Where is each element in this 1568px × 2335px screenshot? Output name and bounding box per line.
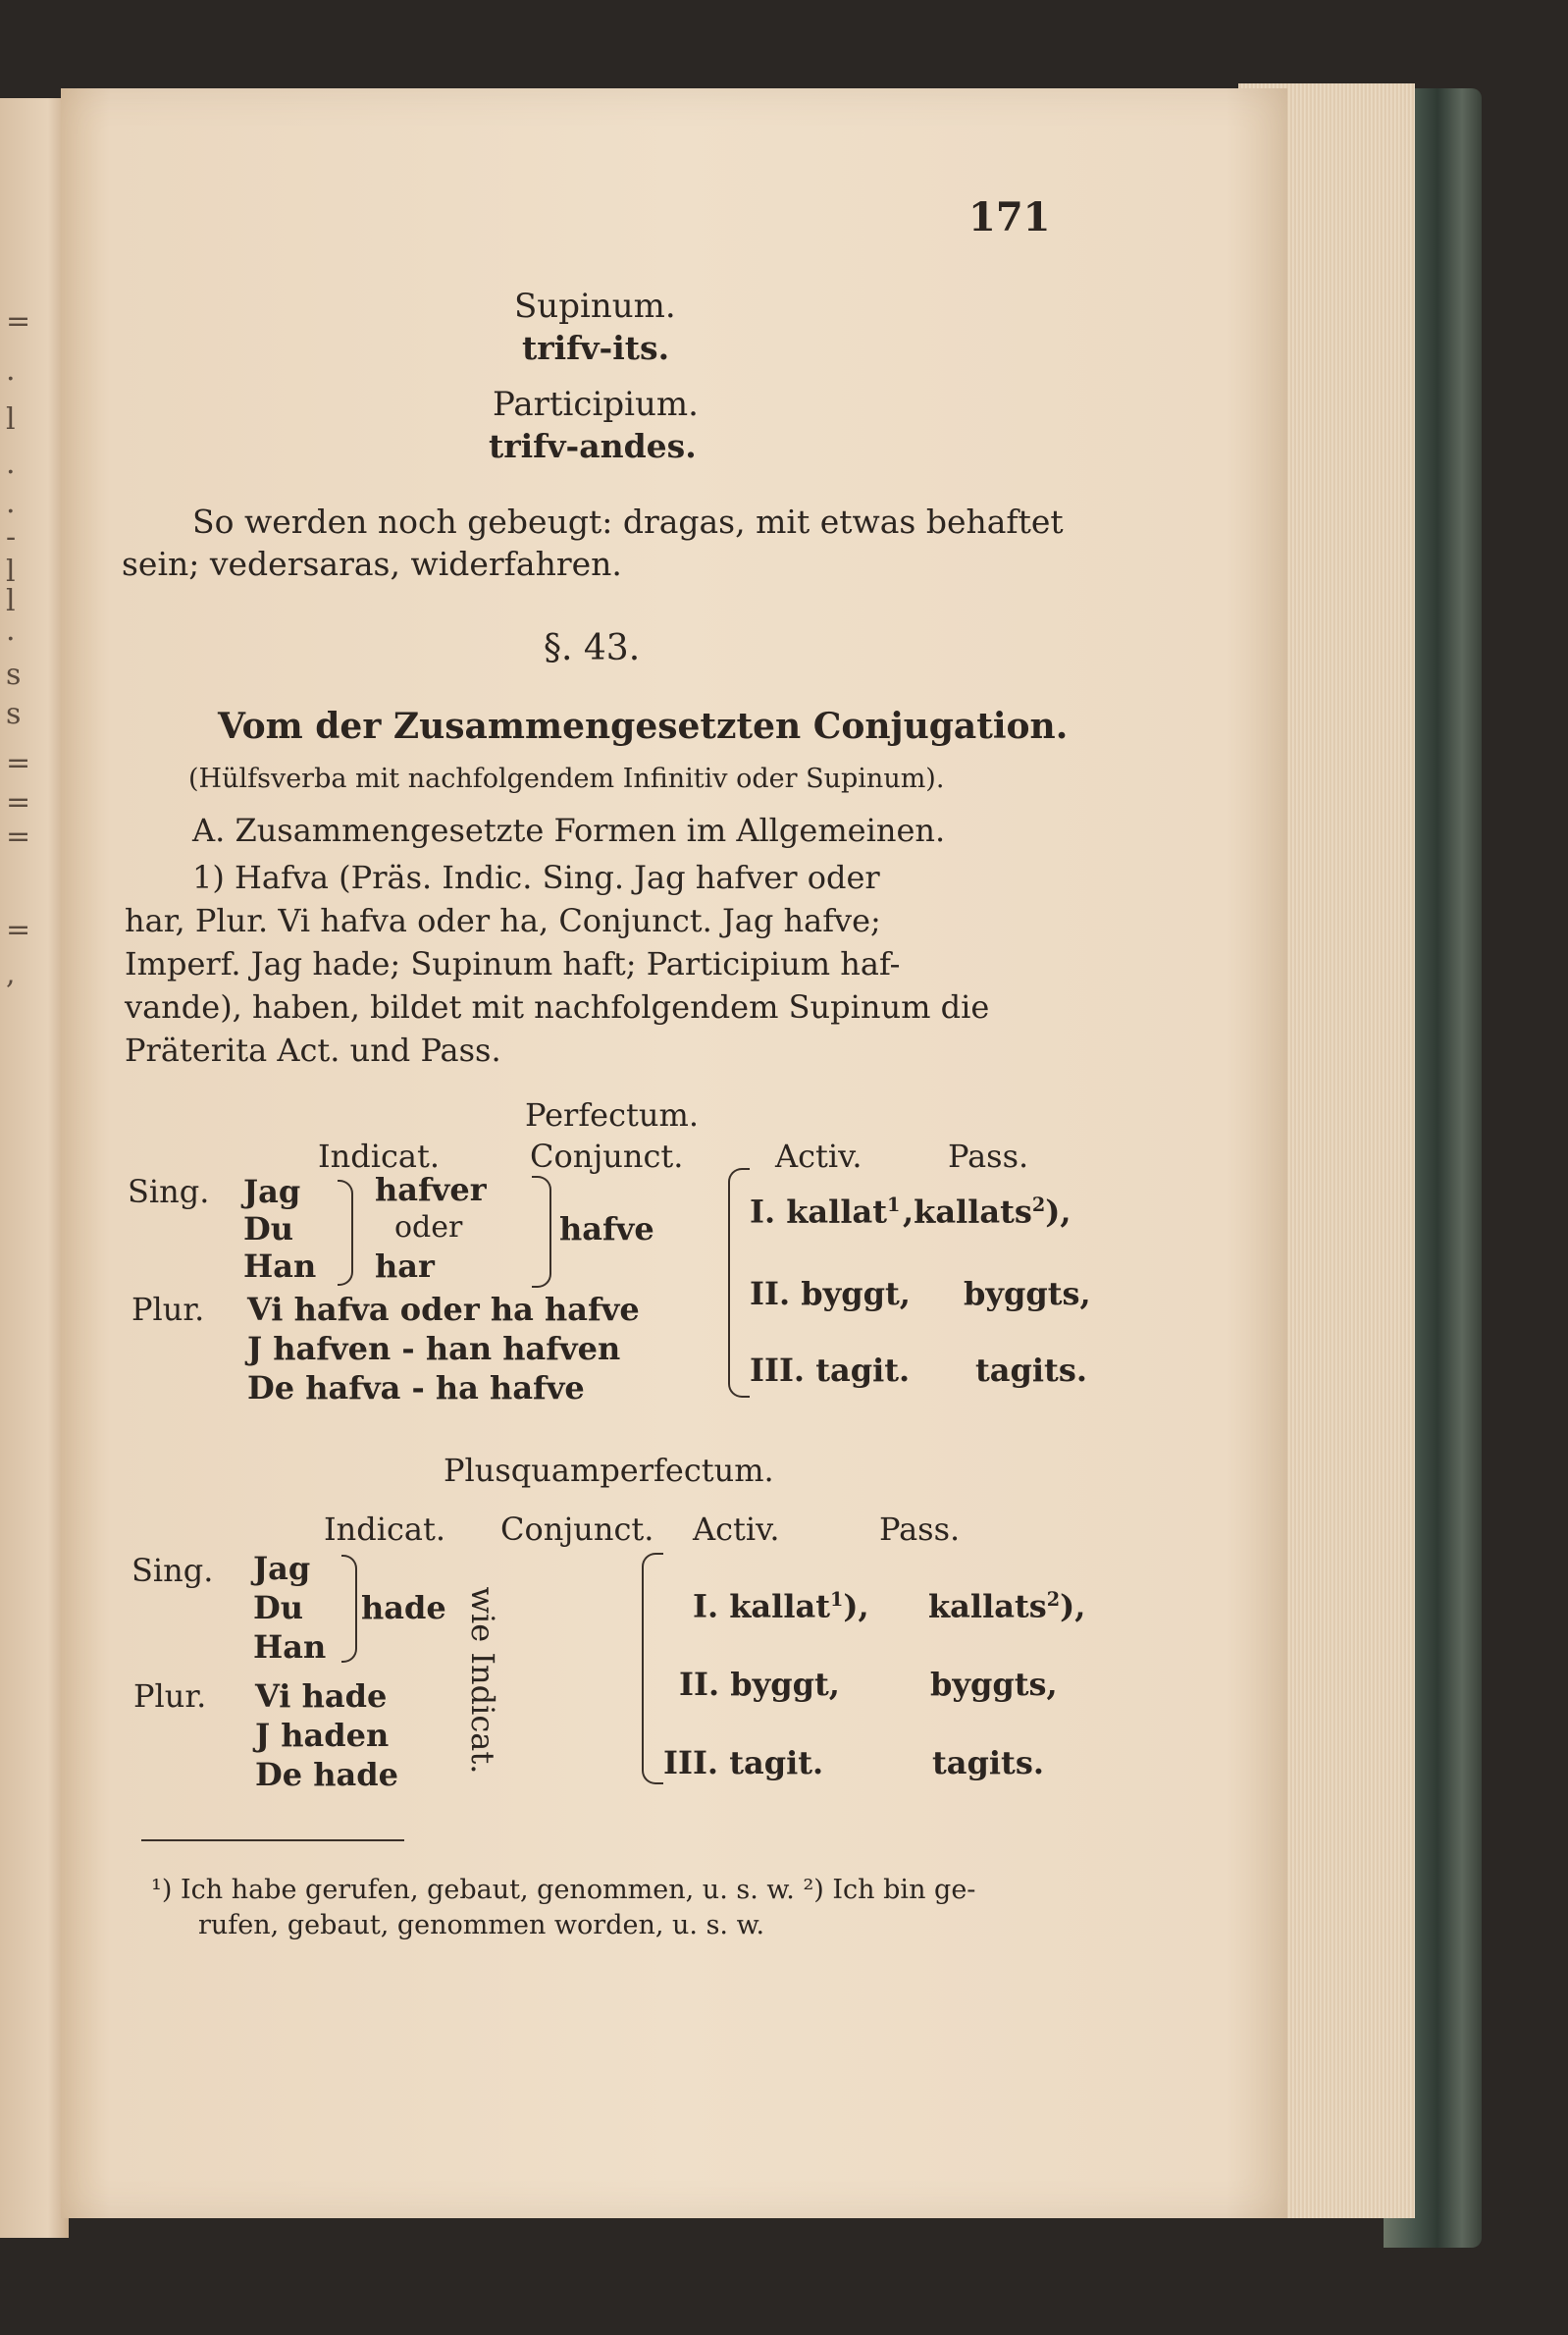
perfectum-header-indicat: Indicat. — [318, 1138, 440, 1175]
perfectum-pronoun: Han — [243, 1247, 317, 1285]
note-line-2: sein; vedersaras, widerfahren. — [122, 545, 622, 583]
perfectum-plur-row: De hafva - ha hafve — [247, 1369, 585, 1406]
facing-page-fragment: l — [6, 402, 16, 437]
perfectum-header-activ: Activ. — [775, 1138, 862, 1175]
paragraph-line-4: vande), haben, bildet mit nachfolgendem Supinum die — [125, 988, 990, 1026]
facing-page-fragment: l — [6, 555, 16, 589]
plusquam-conj-vertical: wie Indicat. — [464, 1586, 501, 1775]
plusquam-sing-label: Sing. — [131, 1552, 214, 1589]
perfectum-header-conjunct: Conjunct. — [530, 1138, 684, 1175]
plusquam-activ-brace — [642, 1553, 663, 1784]
facing-page-fragment: , — [6, 957, 16, 991]
participium-form: trifv-andes. — [489, 427, 697, 465]
plusquam-pronoun: Han — [253, 1628, 327, 1666]
perfectum-sing-label: Sing. — [128, 1173, 210, 1210]
perfectum-activ: III. tagit. — [750, 1352, 911, 1389]
plusquam-passiv: kallats$^2$), — [928, 1587, 1086, 1625]
plusquam-plur-row: Vi hade — [255, 1677, 388, 1715]
plusquam-plur-row: De hade — [255, 1756, 398, 1793]
facing-page-fragment: = — [6, 785, 31, 820]
plusquam-indic-form: hade — [361, 1589, 446, 1626]
facing-page-fragment: . — [6, 486, 16, 520]
perfectum-indic-form: hafver — [375, 1171, 487, 1208]
perfectum-indic-form: oder — [394, 1210, 463, 1245]
paragraph-line-5: Präterita Act. und Pass. — [125, 1032, 501, 1069]
perfectum-pronoun: Du — [243, 1210, 294, 1247]
page-number: 171 — [968, 194, 1051, 240]
plusquam-activ: I. kallat$^1$), — [693, 1587, 869, 1625]
plusquam-sing-brace — [341, 1555, 357, 1663]
book-page — [61, 88, 1287, 2218]
perfectum-activ-brace — [728, 1168, 750, 1398]
heading-supinum: Supinum. — [514, 287, 676, 326]
perfectum-plur-row: J hafven - han hafven — [247, 1330, 621, 1367]
plusquam-pronoun: Jag — [253, 1550, 311, 1587]
note-line-1: So werden noch gebeugt: dragas, mit etwas behaftet — [192, 503, 1064, 541]
facing-page-fragment: = — [6, 913, 31, 947]
plusquam-header-activ: Activ. — [693, 1511, 780, 1548]
section-subtitle: (Hülfsverba mit nachfolgendem Infinitiv oder Supinum). — [188, 764, 945, 794]
plusquam-plur-row: J haden — [255, 1717, 390, 1754]
plusquam-passiv: byggts, — [930, 1666, 1058, 1703]
facing-page-fragment: - — [6, 520, 17, 555]
perfectum-plur-label: Plur. — [131, 1291, 205, 1328]
heading-participium: Participium. — [493, 385, 699, 424]
supinum-form: trifv-its. — [522, 329, 670, 367]
section-number: §. 43. — [544, 628, 641, 668]
perfectum-conj-form: hafve — [559, 1210, 654, 1247]
plusquam-header-conjunct: Conjunct. — [500, 1511, 654, 1548]
perfectum-title: Perfectum. — [525, 1096, 700, 1134]
paragraph-line-2: har, Plur. Vi hafva oder ha, Conjunct. Jag hafve; — [125, 902, 881, 939]
footnote-line-1: ¹) Ich habe gerufen, gebaut, genommen, u. s. w. ²) Ich bin ge- — [151, 1875, 976, 1905]
perfectum-indic-form: har — [375, 1247, 435, 1285]
perfectum-header-pass: Pass. — [948, 1138, 1029, 1175]
perfectum-indic-brace — [532, 1176, 551, 1288]
plusquam-header-pass: Pass. — [879, 1511, 961, 1548]
perfectum-passiv: ,kallats$^2$), — [903, 1193, 1071, 1231]
facing-page-fragment: l — [6, 584, 16, 618]
plusquam-title: Plusquamperfectum. — [444, 1452, 774, 1489]
plusquam-header-indicat: Indicat. — [324, 1511, 445, 1548]
perfectum-pronoun: Jag — [243, 1173, 301, 1210]
facing-page-fragment: = — [6, 820, 31, 854]
facing-page-edge — [0, 98, 69, 2238]
facing-page-fragment: s — [6, 658, 22, 692]
footnote-rule — [141, 1839, 404, 1841]
section-title: Vom der Zusammengesetzten Conjugation. — [218, 706, 1069, 747]
paragraph-line-3: Imperf. Jag hade; Supinum haft; Participium haf- — [125, 945, 901, 982]
plusquam-pronoun: Du — [253, 1589, 304, 1626]
perfectum-plur-row: Vi hafva oder ha hafve — [247, 1291, 640, 1328]
plusquam-plur-label: Plur. — [133, 1677, 207, 1715]
facing-page-fragment: = — [6, 746, 31, 780]
facing-page-fragment: s — [6, 697, 22, 731]
facing-page-fragment: = — [6, 304, 31, 339]
footnote-line-2: rufen, gebaut, genommen worden, u. s. w. — [198, 1910, 765, 1940]
paragraph-line-1: 1) Hafva (Präs. Indic. Sing. Jag hafver oder — [192, 859, 880, 896]
perfectum-sing-brace — [338, 1180, 353, 1286]
facing-page-fragment: . — [6, 353, 16, 388]
perfectum-passiv: byggts, — [964, 1275, 1091, 1312]
plusquam-activ: II. byggt, — [679, 1666, 840, 1703]
perfectum-passiv: tagits. — [975, 1352, 1087, 1389]
plusquam-passiv: tagits. — [932, 1744, 1044, 1781]
perfectum-activ: I. kallat$^1$ — [750, 1193, 901, 1231]
subsection-a: A. Zusammengesetzte Formen im Allgemeinen. — [192, 812, 946, 849]
perfectum-activ: II. byggt, — [750, 1275, 911, 1312]
facing-page-fragment: . — [6, 447, 16, 481]
facing-page-fragment: . — [6, 613, 16, 648]
plusquam-activ: III. tagit. — [663, 1744, 824, 1781]
